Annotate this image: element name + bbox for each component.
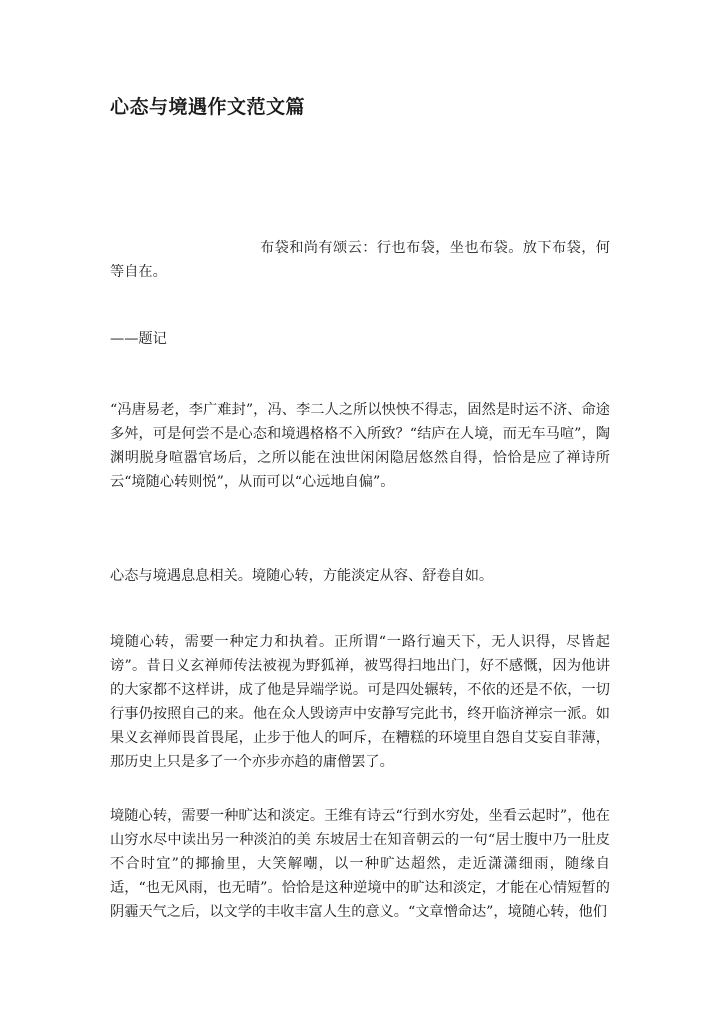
document-title: 心态与境遇作文范文篇 (110, 96, 306, 118)
body-paragraph: 境随心转，需要一种旷达和淡定。王维有诗云“行到水穷处，坐看云起时”，他在山穷水尽中读出另一种淡泊的美 东坡居士在知音朝云的一句“居士腹中乃一肚皮不合时宜”的揶揄里，大笑解嘲，以一种旷达超然，走近潇潇细雨，随缘自适，“也无风雨，也无晴”。恰恰是这种逆境中的旷达和淡定，才能在心情短暂的阴霾天气之后，以文学的丰收丰富人生的意义。“文章憎命达”，境随心转，他们 (110, 808, 610, 920)
body-paragraph: “冯唐易老，李广难封”，冯、李二人之所以怏怏不得志，固然是时运不济、命途多舛，可是何尝不是心态和境遇格格不入所致？“结庐在人境，而无车马喧”，陶渊明脱身喧嚣官场后，之所以能在浊世闲闲隐居悠然自得，恰恰是应了禅诗所云“境随心转则悦”，从而可以“心远地自偏”。 (110, 402, 610, 490)
body-paragraph: 心态与境遇息息相关。境随心转，方能淡定从容、舒卷自如。 (110, 568, 494, 584)
body-paragraph: 境随心转，需要一种定力和执着。正所谓“一路行遍天下，无人识得，尽皆起谤”。昔日义玄禅师传法被视为野狐禅，被骂得扫地出门，好不感慨，因为他讲的大家都不这样讲，成了他是异端学说。可是四处辗转，不依的还是不依，一切行事仍按照自己的来。他在众人毁谤声中安静写完此书，终开临济禅宗一派。如果义玄禅师畏首畏尾，止步于他人的呵斥，在糟糕的环境里自怨自艾妄自菲薄，那历史上只是多了一个亦步亦趋的庸僧罢了。 (110, 634, 610, 770)
epigraph-attribution: ——题记 (110, 331, 167, 347)
epigraph-paragraph: 布袋和尚有颂云：行也布袋，坐也布袋。放下布袋，何等自在。 (110, 240, 610, 280)
